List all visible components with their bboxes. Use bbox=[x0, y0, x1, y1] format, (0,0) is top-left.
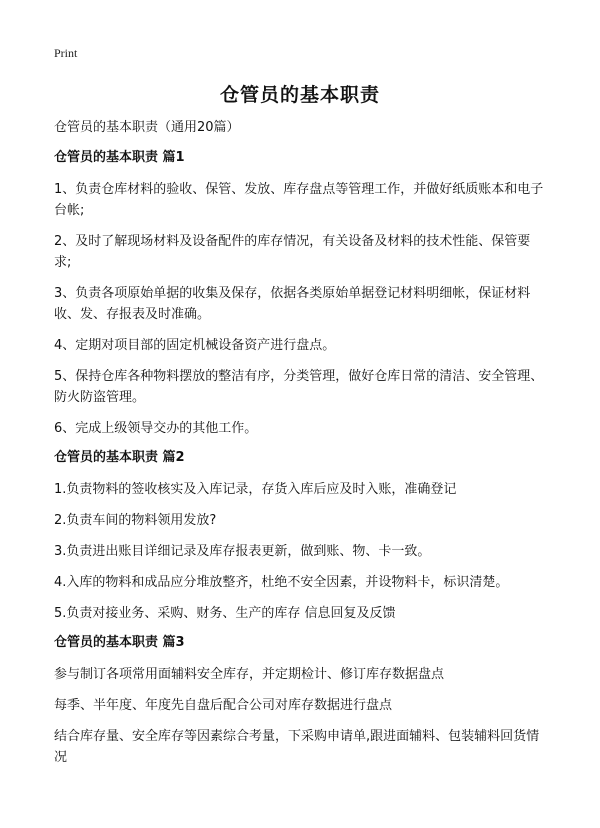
section-heading: 仓管员的基本职责 篇1 bbox=[54, 150, 185, 165]
paragraph: 参与制订各项常用面辅料安全库存，并定期检计、修订库存数据盘点 bbox=[54, 667, 445, 682]
section-1 bbox=[54, 149, 544, 439]
paragraph: 3、负责各项原始单据的收集及保存，依据各类原始单据登记材料明细帐，保证材料收、发、存报表及时准确。 bbox=[54, 286, 531, 322]
section-2 bbox=[54, 449, 544, 624]
section-3 bbox=[54, 634, 544, 768]
paragraph: 5.负责对接业务、采购、财务、生产的库存 信息回复及反馈 bbox=[54, 606, 396, 621]
paragraph: 3.负责进出账目详细记录及库存报表更新，做到账、物、卡一致。 bbox=[54, 544, 431, 559]
paragraph: 每季、半年度、年度先自盘后配合公司对库存数据进行盘点 bbox=[54, 698, 393, 713]
paragraph: 4、定期对项目部的固定机械设备资产进行盘点。 bbox=[54, 338, 336, 353]
paragraph: 结合库存量、安全库存等因素综合考量，下采购申请单,跟进面辅料、包装辅料回货情况 bbox=[54, 729, 540, 765]
print-link[interactable]: Print bbox=[54, 46, 78, 60]
paragraph: 1.负责物料的签收核实及入库记录，存货入库后应及时入账，准确登记 bbox=[54, 482, 457, 497]
paragraph: 2、及时了解现场材料及设备配件的库存情况，有关设备及材料的技术性能、保管要求; bbox=[54, 234, 531, 270]
page-title: 仓管员的基本职责 bbox=[219, 84, 380, 106]
document-subtitle: 仓管员的基本职责（通用20篇） bbox=[54, 120, 240, 135]
section-heading: 仓管员的基本职责 篇3 bbox=[54, 635, 185, 650]
paragraph: 4.入库的物料和成品应分堆放整齐，杜绝不安全因素，并设物料卡，标识清楚。 bbox=[54, 575, 509, 590]
section-heading: 仓管员的基本职责 篇2 bbox=[54, 450, 185, 465]
document-body bbox=[54, 119, 544, 778]
paragraph: 2.负责车间的物料领用发放? bbox=[54, 513, 217, 528]
paragraph: 5、保持仓库各种物料摆放的整洁有序，分类管理，做好仓库日常的清洁、安全管理、防火防盗管理。 bbox=[54, 369, 544, 405]
paragraph: 6、完成上级领导交办的其他工作。 bbox=[54, 421, 258, 436]
paragraph: 1、负责仓库材料的验收、保管、发放、库存盘点等管理工作，并做好纸质账本和电子台帐; bbox=[54, 182, 544, 218]
